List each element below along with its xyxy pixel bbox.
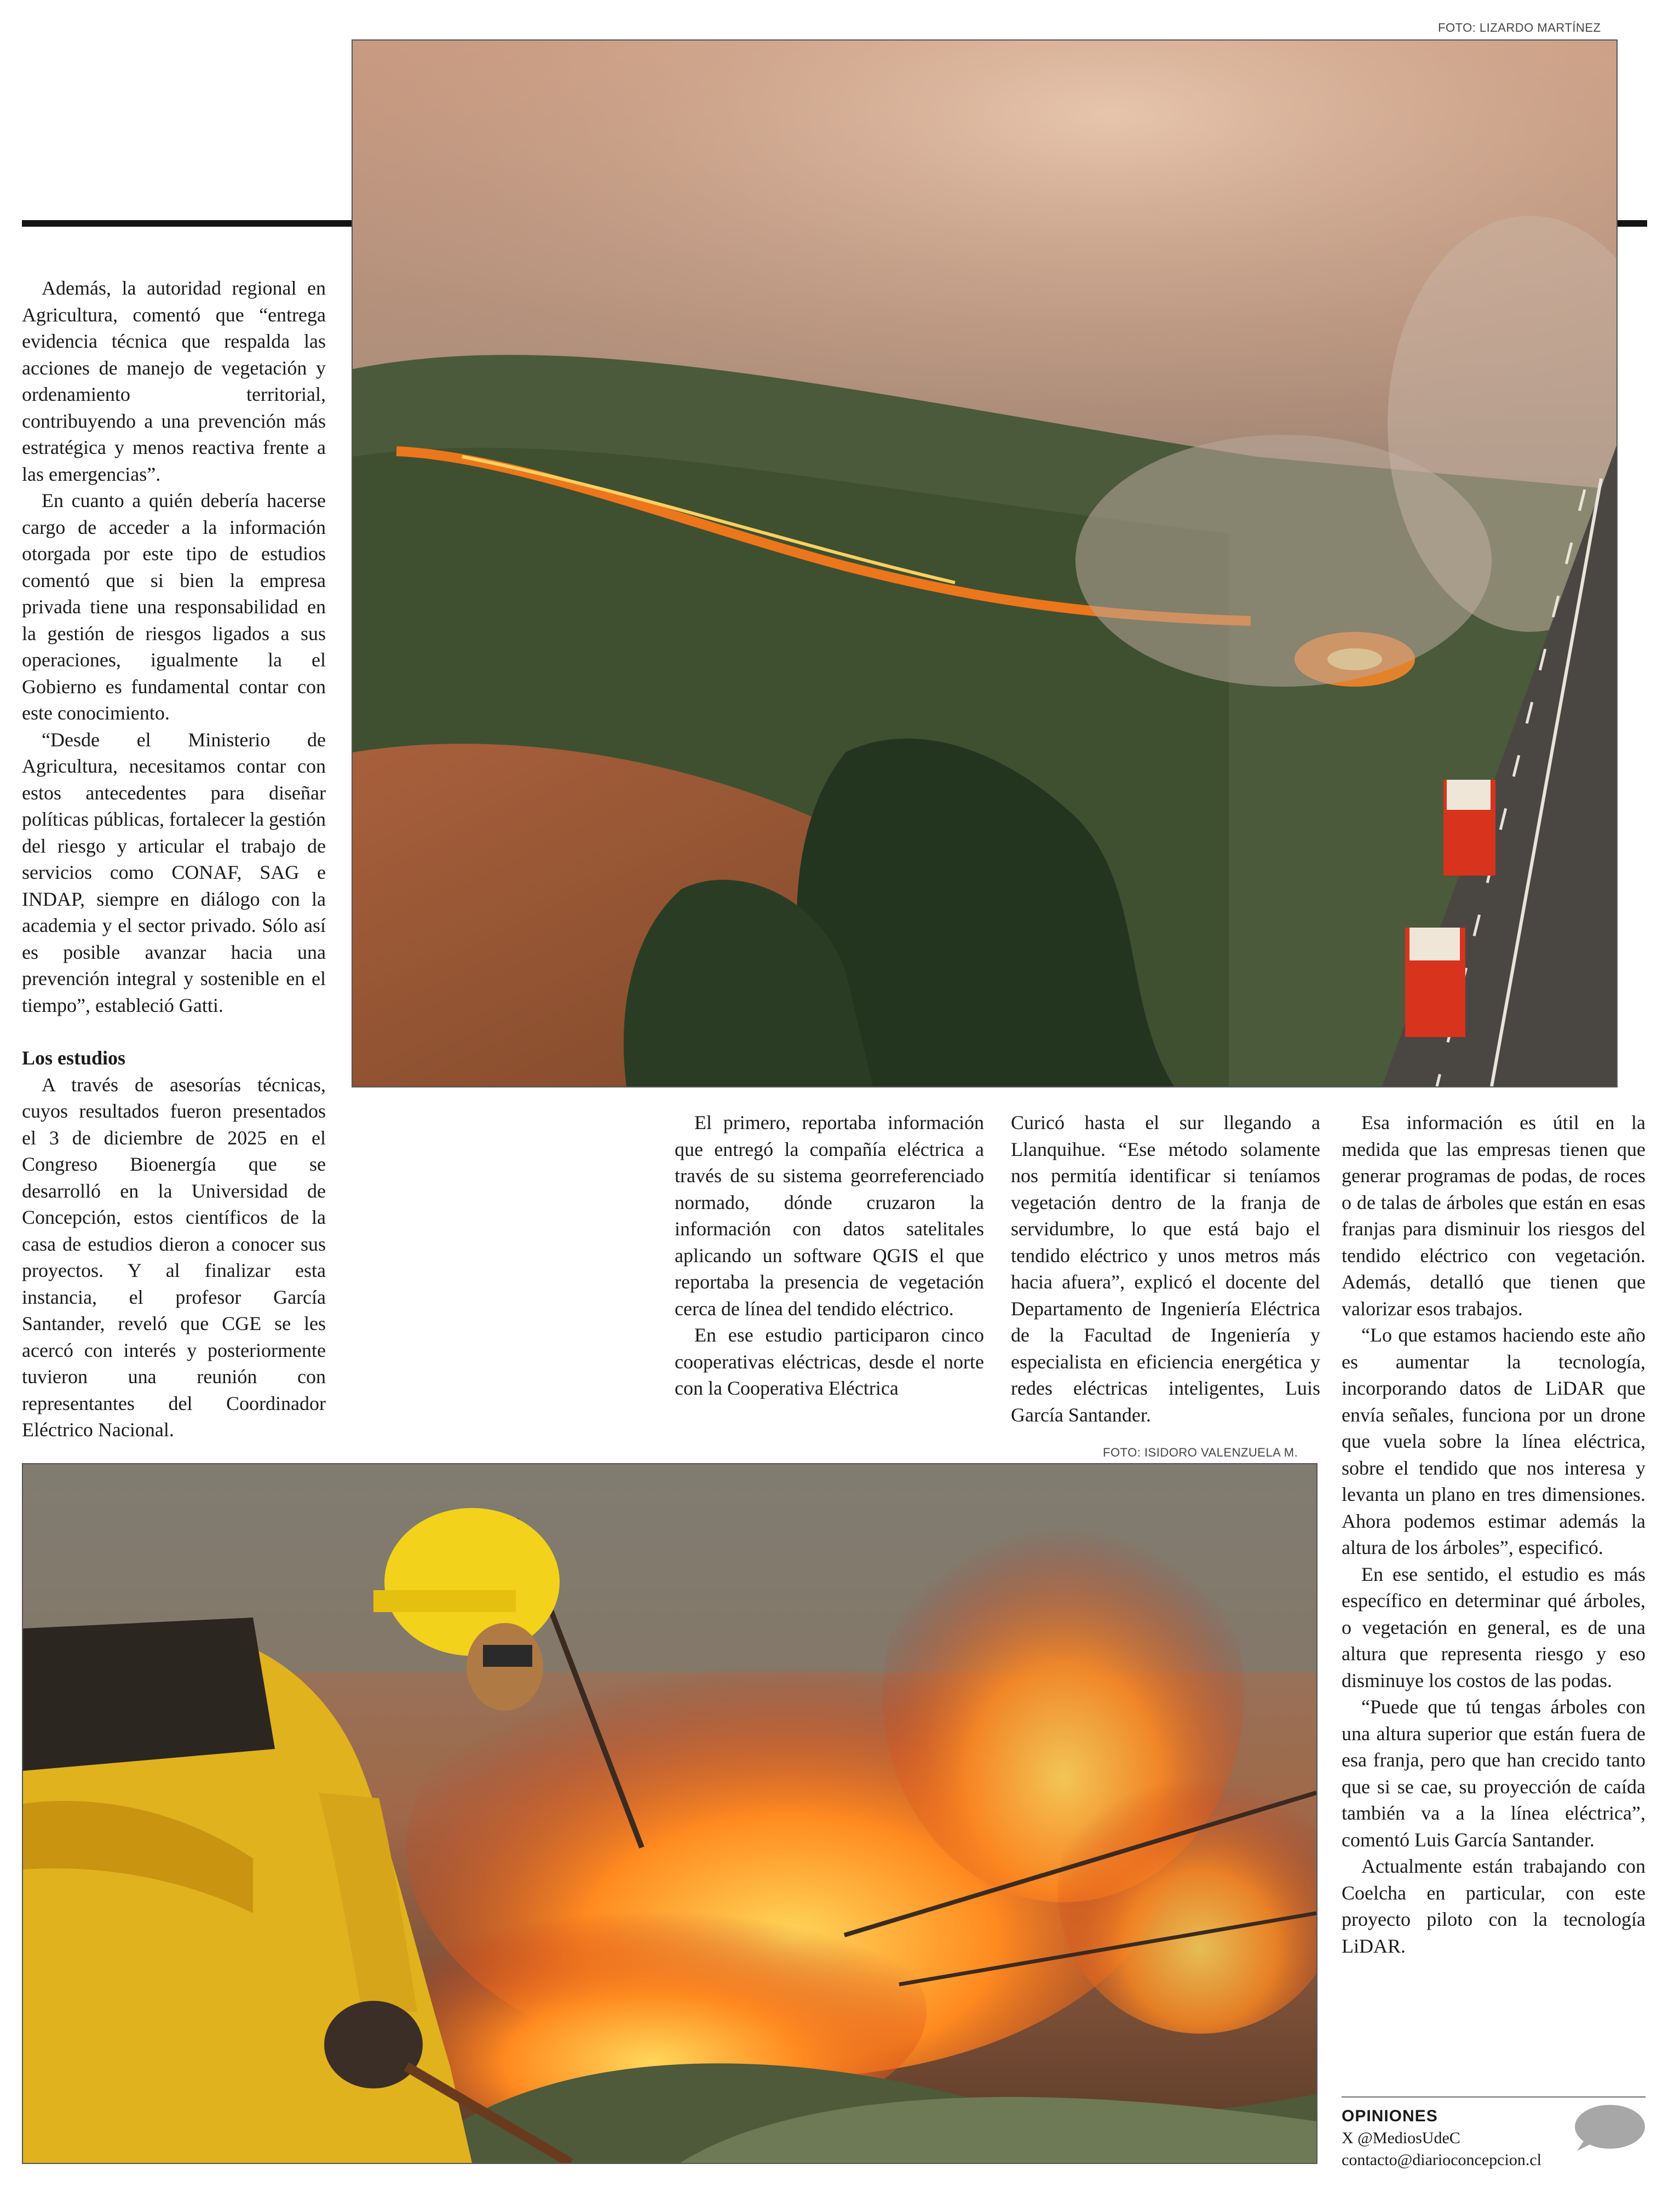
opiniones-divider (1342, 2096, 1646, 2098)
photo-firefighter (22, 1463, 1317, 2164)
column-middle-2 (1011, 1109, 1320, 1428)
photo-aerial-wildfire (352, 39, 1618, 1087)
firefighter-image (23, 1464, 1316, 2163)
speech-bubble-icon (1569, 2104, 1646, 2153)
column-left (22, 275, 326, 1443)
column-middle-1 (675, 1109, 984, 1402)
paragraph: Además, la autoridad regional en Agricultura, comentó que “entrega evidencia técnica que respalda las acciones de manejo de vegetación y ordenamiento territorial, contribuyendo a una prevención más estratégica y menos reactiva frente a las emergencias”. (22, 277, 326, 485)
photo-credit-bottom: FOTO: ISIDORO VALENZUELA M. (1103, 1446, 1298, 1459)
paragraph: En cuanto a quién debería hacerse cargo de acceder a la información otorgada por este tipo de estudios comentó que si bien la empresa privada tiene una responsabilidad en la gestión de riesgos ligados a sus operaciones, igualmente la el Gobierno es fundamental contar con este conocimiento. (22, 490, 326, 724)
contact-email-link[interactable]: contacto@diarioconcepcion.cl (1342, 2151, 1541, 2169)
paragraph: “Desde el Ministerio de Agricultura, necesitamos contar con estos antecedentes para diseñar políticas públicas, fortalecer la gestión del riesgo y articular el trabajo de servicios como CONAF, SAG e INDAP, siempre en diálogo con la academia y el sector privado. Sólo así es posible avanzar hacia una prevención integral y sostenible en el tiempo”, estableció Gatti. (22, 728, 326, 1016)
paragraph: En ese estudio participaron cinco cooperativas eléctricas, desde el norte con la Cooperativa Eléctrica (675, 1324, 984, 1399)
opiniones-label: OPINIONES (1342, 2107, 1438, 2125)
wildfire-aerial-image (353, 41, 1616, 1086)
column-right (1342, 1109, 1646, 1959)
paragraph: En ese sentido, el estudio es más específico en determinar qué árboles, o vegetación en general, es de una altura que representa riesgo y eso disminuye los costos de las podas. (1342, 1563, 1646, 1691)
subheading-los-estudios: Los estudios (22, 1047, 126, 1069)
section-rule-left (22, 220, 353, 227)
paragraph: Esa información es útil en la medida que las empresas tienen que generar programas de podas, de roces o de talas de árboles que están en esas franjas para disminuir los riesgos del tendido eléctrico con vegetación. Además, detalló que tienen que valorizar esos trabajos. (1342, 1112, 1646, 1320)
paragraph: El primero, reportaba información que entregó la compañía eléctrica a través de su sistema georreferenciado normado, dónde cruzaron la información con datos satelitales aplicando un software QGIS el que reportaba la presencia de vegetación cerca de línea del tendido eléctrico. (675, 1112, 984, 1320)
paragraph: “Lo que estamos haciendo este año es aumentar la tecnología, incorporando datos de LiDAR que envía señales, funciona por un drone que vuela sobre la línea eléctrica, sobre el tendido que nos interesa y levanta un plano en tres dimensiones. Ahora podemos estimar además la altura de los árboles”, especificó. (1342, 1324, 1646, 1558)
paragraph: “Puede que tú tengas árboles con una altura superior que están fuera de esa franja, pero que han crecido tanto que si se cae, su proyección de caída también va a la línea eléctrica”, comentó Luis García Santander. (1342, 1696, 1646, 1851)
section-rule-right (1615, 220, 1647, 227)
paragraph: Actualmente están trabajando con Coelcha en particular, con este proyecto piloto con la tecnología LiDAR. (1342, 1855, 1646, 1957)
photo-credit-top: FOTO: LIZARDO MARTÍNEZ (1438, 21, 1601, 34)
paragraph: A través de asesorías técnicas, cuyos resultados fueron presentados el 3 de diciembre de 2025 en el Congreso Bioenergía que se desarrolló en la Universidad de Concepción, estos científicos de la casa de estudios dieron a conocer sus proyectos. Y al finalizar esta instancia, el profesor García Santander, reveló que CGE se les acercó con interés y posteriormente tuvieron una reunión con representantes del Coordinador Eléctrico Nacional. (22, 1073, 326, 1441)
paragraph: Curicó hasta el sur llegando a Llanquihue. “Ese método solamente nos permitía identificar si teníamos vegetación dentro de la franja de servidumbre, lo que está bajo el tendido eléctrico y unos metros más hacia afuera”, explicó el docente del Departamento de Ingeniería Eléctrica de la Facultad de Ingeniería y especialista en eficiencia energética y redes eléctricas inteligentes, Luis García Santander. (1011, 1112, 1320, 1426)
twitter-handle[interactable]: X @MediosUdeC (1342, 2129, 1460, 2147)
